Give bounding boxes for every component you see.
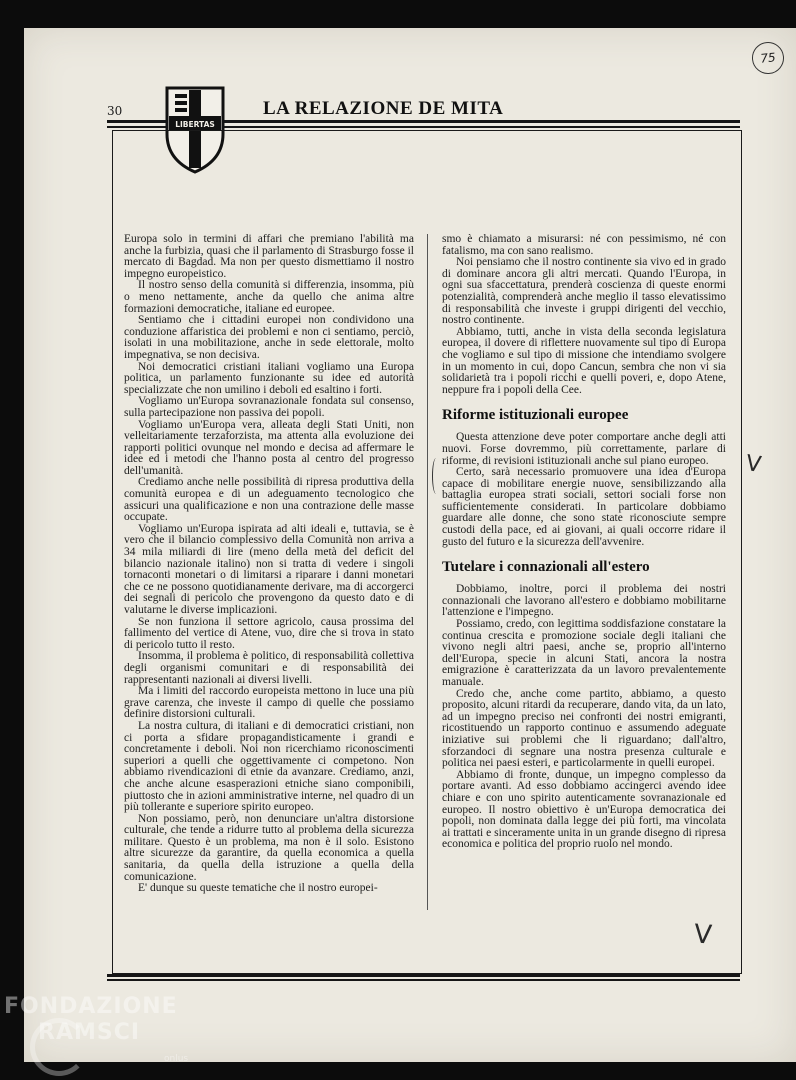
paragraph: Credo che, anche come partito, abbiamo, a questo proposito, alcuni ritardi da recuperare, dando vita, da un lato, ad un impegno preciso nei confronti dei nostri emigranti, ricostituendo un rapporto continuo e assumendo adeguate iniziative sui problemi che li riguardano; dall'altro, sforzandoci di segnare una nostra presenza culturale e politica nei paesi esteri, e particolarmente in quelli europei. [442, 687, 726, 770]
paragraph: La nostra cultura, di italiani e di democratici cristiani, non ci porta a sfidare propagandisticamente i grandi e concretamente i deboli. Noi non ricerchiamo riconoscimenti superiori a quelli che oggettivamente ci competono. Non abbiamo rivendicazioni di etnie da avanzare. Crediamo, anzi, che anche alcune esasperazioni etniche siano componibili, piuttosto che in azioni amministrative interne, nel quadro di un più tollerante e superiore spirito europeo. [124, 719, 414, 814]
paragraph: smo è chiamato a misurarsi: né con pessimismo, né con fatalismo, ma con sano realismo. [442, 233, 726, 257]
fondazione-gramsci-watermark [4, 994, 189, 1064]
article-title: LA RELAZIONE DE MITA [257, 98, 509, 120]
section-heading-riforme: Riforme istituzionali europee [442, 407, 629, 424]
column-divider [427, 234, 428, 910]
section-heading-connazionali: Tutelare i connazionali all'estero [442, 559, 650, 576]
paragraph: Certo, sarà necessario promuovere una idea d'Europa capace di mobilitare energie nuove, sensibilizzando alla battaglia europea strati sociali, settori sociali forse non sufficientemente considerati. In particolare dobbiamo guardare alle donne, che sono state riconosciute sempre custodi della pace, ed ai giovani, ai quali occorre ridare il gusto del futuro e la sicurezza dell'avvenire. [442, 466, 726, 548]
paragraph: Noi pensiamo che il nostro continente sia vivo ed in grado di dominare ancora gli altri mercati. Quando l'Europa, in ogni sua sfaccettatura, prenderà coscienza di queste enormi potenzialità, comprenderà anche meglio il tasso elevatissimo di responsabilità che investe i gruppi dirigenti del vecchio, nostro continente. [442, 256, 726, 327]
paragraph: Questa attenzione deve poter comportare anche degli atti nuovi. Forse dovremmo, più correttamente, parlare di riforme, di revisioni istituzionali anche sul piano europeo. [442, 431, 726, 467]
paragraph: Ma i limiti del raccordo europeista mettono in luce una più grave carenza, che investe il campo di quelle che possiamo definire distorsioni culturali. [124, 685, 414, 721]
paragraph: Il nostro senso della comunità si differenzia, insomma, più o meno nettamente, anche da quello che anima altre formazioni democratiche, italiane ed europee. [124, 279, 414, 315]
paragraph: Sentiamo che i cittadini europei non condividono una conduzione affaristica dei problemi e non ci sentiamo, perciò, isolati in una mobilitazione, anche in sede elettorale, molto impegnativa, se non decisiva. [124, 314, 414, 361]
paragraph: Noi democratici cristiani italiani vogliamo una Europa politica, un parlamento funzionante su idee ed autorità specializzate che non umilino i deboli ed esaltino i forti. [124, 360, 414, 396]
paragraph: Non possiamo, però, non denunciare un'altra distorsione culturale, che tende a ridurre tutto al problema della sicurezza militare. Questo è un problema, ma non è il solo. Esistono altre sicurezze da garantire, da quella economica a quella sanitaria, da quella della istruzione a quella della comunicazione. [124, 812, 414, 883]
check-mark-annotation: V [744, 451, 763, 478]
paragraph: Insomma, il problema è politico, di responsabilità collettiva degli organismi comunitari e di responsabilità dei rappresentanti nazionali ai diversi livelli. [124, 650, 414, 686]
paragraph: Vogliamo un'Europa sovranazionale fondata sul consenso, sulla partecipazione non passiva dei popoli. [124, 395, 414, 419]
archive-number-annotation: 75 [750, 40, 785, 75]
check-mark-annotation: V [692, 919, 713, 951]
left-column [124, 234, 414, 895]
watermark-onlus: onlus [164, 1054, 189, 1064]
paragraph: Possiamo, credo, con legittima soddisfazione constatare la continua crescita e promozione sociale degli italiani che vivono negli altri paesi, anche se, proprio all'interno dell'Europa, specie in alcuni Stati, ancora la nostra emigrazione è caratterizzata da un lavoro prevalentemente manuale. [442, 618, 726, 688]
paragraph: Crediamo anche nelle possibilità di ripresa produttiva della comunità europea e di un adeguamento tecnologico che assicuri una qualificazione e non una contrazione delle masse occupate. [124, 476, 414, 524]
right-intro-text [442, 234, 726, 396]
watermark-line1: FONDAZIONE [4, 994, 178, 1019]
page-number: 30 [107, 104, 123, 118]
margin-bracket-mark [432, 458, 440, 494]
libertas-label: LIBERTAS [175, 120, 215, 129]
section-connazionali-text [442, 584, 726, 851]
footer-rule-thick [107, 974, 740, 977]
paragraph: Abbiamo, tutti, anche in vista della seconda legislatura europea, il dovere di riflettere nuovamente sul tipo di Europa che vogliamo e sul tipo di missione che intendiamo svolgere in un momento in cui, dopo Cancun, sembra che non vi sia solidarietà tra i popoli ricchi e quelli poveri, e, dopo Atene, neppure fra i popoli della Cee. [442, 325, 726, 396]
paragraph: Vogliamo un'Europa ispirata ad alti ideali e, tuttavia, se è vero che il bilancio complessivo della Comunità non arriva a 34 mila miliardi di lire (meno della metà del deficit del bilancio nazionale italino) non si tratta di vedere i singoli tornaconti monetari o di limitarsi a riparare i danni monetari che ce ne possono quotidianamente derivare, ma di accorgerci dei segnali di pericolo che provengono da questo dato e di valutarne le diverse implicazioni. [124, 522, 414, 616]
paragraph: Abbiamo di fronte, dunque, un impegno complesso da portare avanti. Ad esso dobbiamo accingerci avendo idee chiare e con uno spirito autenticamente sovranazionale ed europeo. Il nostro obiettivo è un'Europa democratica dei popoli, non dominata dalla legge dei più forti, ma vincolata ai trattati e sinceramente unita in un grande disegno di ripresa economica e politica del proprio ruolo nel mondo. [442, 768, 726, 851]
footer-rule-thin [107, 979, 740, 981]
paragraph: Vogliamo un'Europa vera, alleata degli Stati Uniti, non velleitariamente terzaforzista, ma attenta alla evoluzione dei rapporti politici ovunque nel mondo e decisa ad affermare le idee ed i metodi che l'hanno posta al centro del progresso dell'umanità. [124, 418, 414, 477]
section-riforme-text [442, 432, 726, 548]
watermark-line2: RAMSCI [38, 1020, 141, 1045]
right-column [442, 234, 726, 851]
paragraph: E' dunque su queste tematiche che il nostro europei- [138, 882, 378, 895]
paragraph: Europa solo in termini di affari che premiano l'abilità ma anche la furbizia, quasi che il parlamento di Strasburgo fosse il mercato di Bagdad. Ma non per questo dismettiamo il nostro impegno europeistico. [124, 233, 414, 280]
paragraph: Dobbiamo, inoltre, porci il problema dei nostri connazionali che lavorano all'estero e dobbiamo mobilitarne l'attenzione e l'impegno. [442, 583, 726, 619]
paragraph: Se non funziona il settore agricolo, causa prossima del fallimento del vertice di Atene, vuo, dire che si trova in stato di pericolo tutto il resto. [124, 615, 414, 651]
